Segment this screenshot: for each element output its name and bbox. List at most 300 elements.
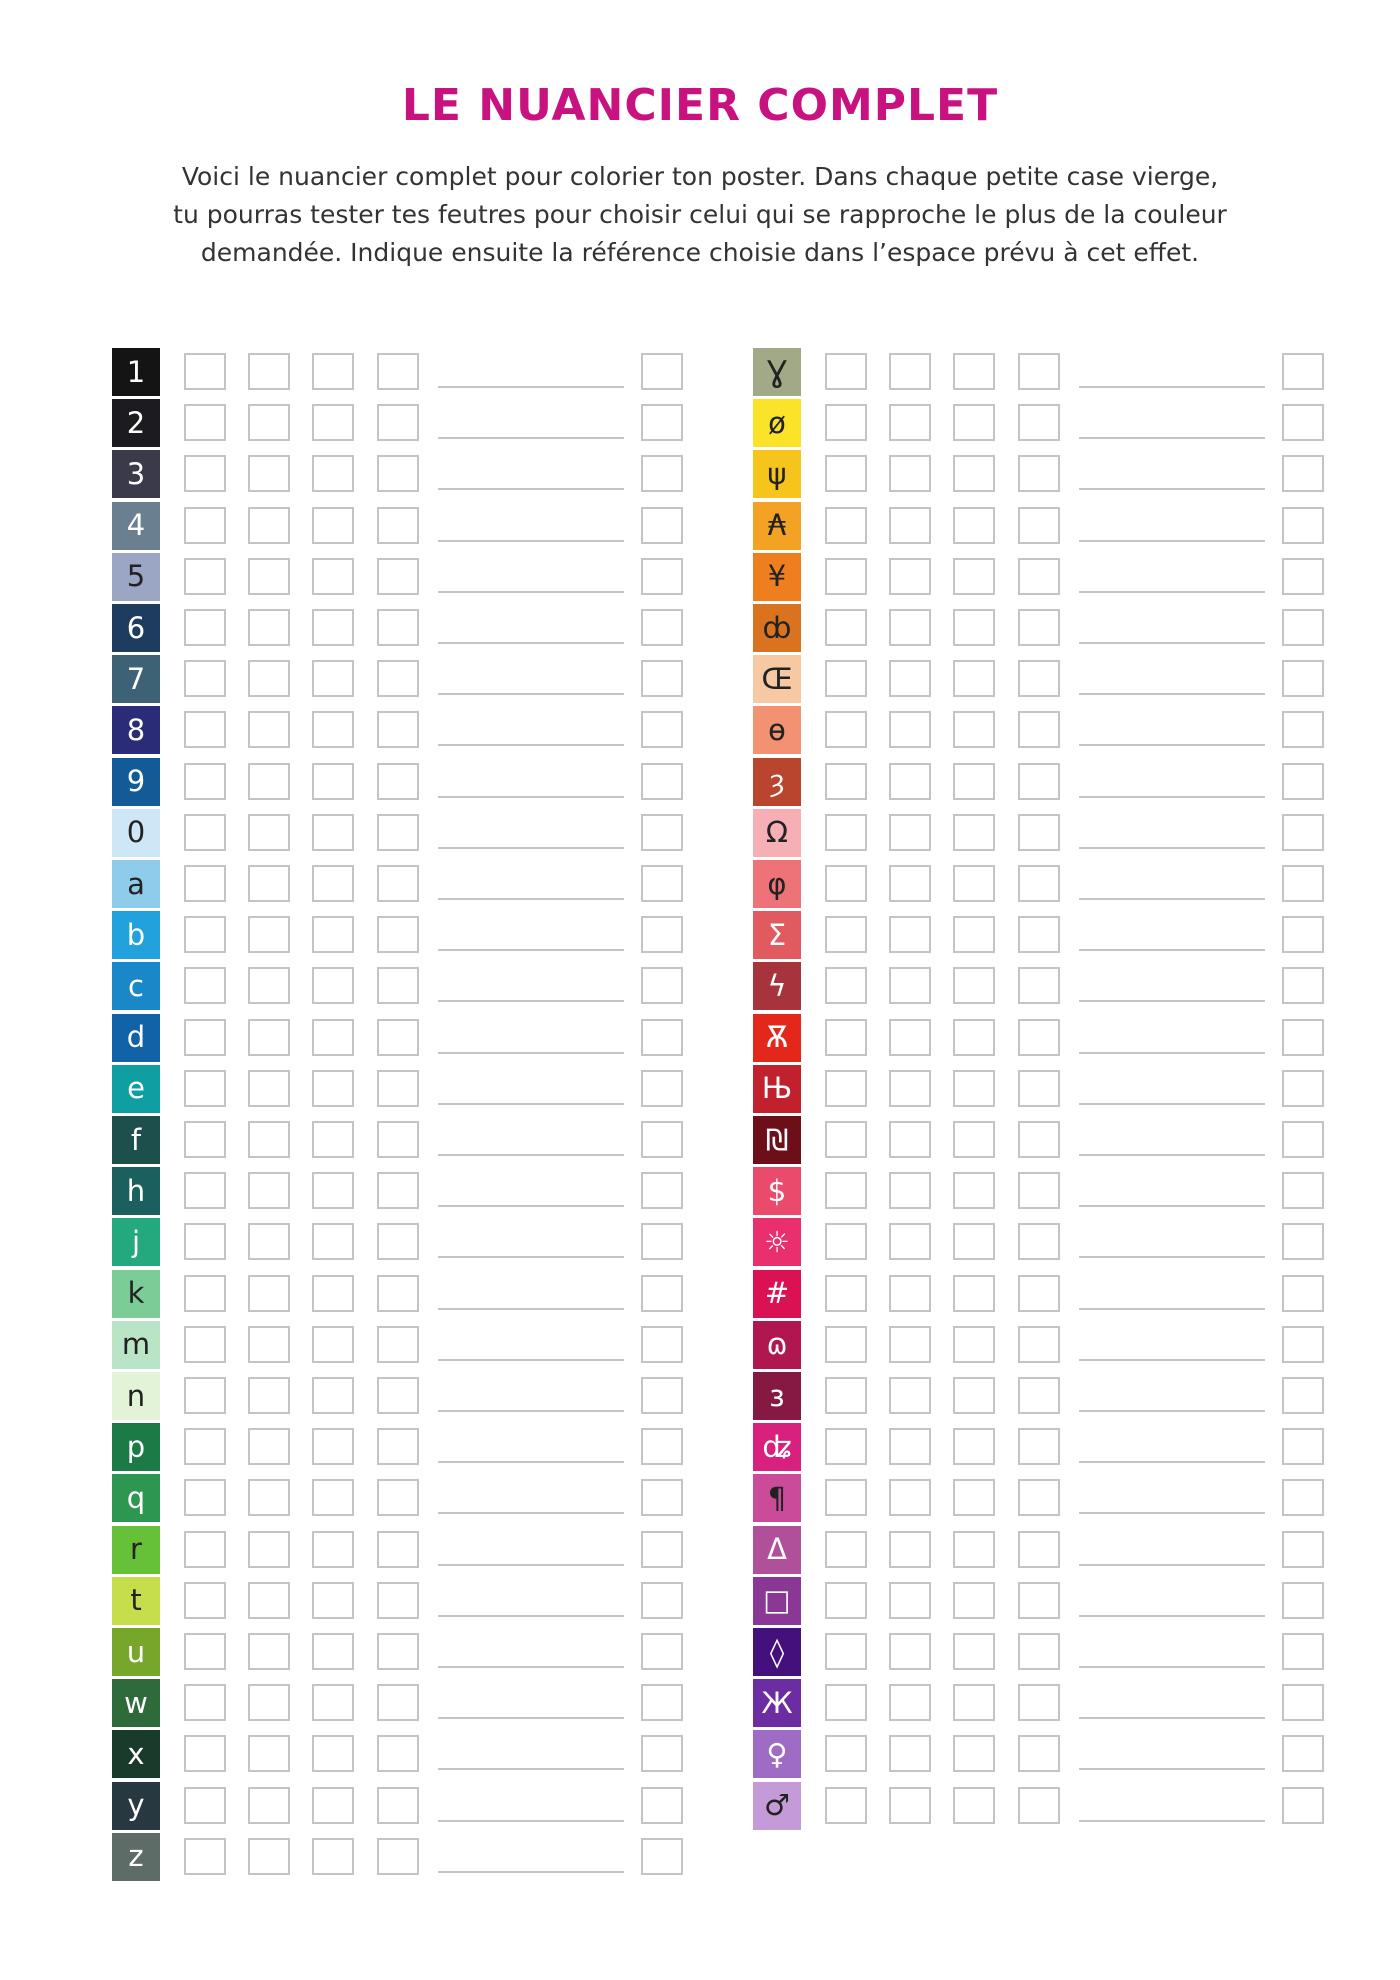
test-box[interactable] xyxy=(184,1428,226,1465)
test-box[interactable] xyxy=(889,404,931,441)
test-box[interactable] xyxy=(377,1019,419,1056)
test-box[interactable] xyxy=(184,1070,226,1107)
selected-box[interactable] xyxy=(641,763,683,800)
test-box[interactable] xyxy=(312,1531,354,1568)
reference-line[interactable] xyxy=(1079,1615,1265,1617)
test-box[interactable] xyxy=(312,916,354,953)
test-box[interactable] xyxy=(825,1326,867,1363)
selected-box[interactable] xyxy=(641,1070,683,1107)
test-box[interactable] xyxy=(1018,1479,1060,1516)
test-box[interactable] xyxy=(248,1787,290,1824)
test-box[interactable] xyxy=(184,711,226,748)
reference-line[interactable] xyxy=(1079,437,1265,439)
test-box[interactable] xyxy=(377,1326,419,1363)
test-box[interactable] xyxy=(953,1479,995,1516)
selected-box[interactable] xyxy=(641,1787,683,1824)
test-box[interactable] xyxy=(1018,1326,1060,1363)
selected-box[interactable] xyxy=(641,455,683,492)
test-box[interactable] xyxy=(248,814,290,851)
test-box[interactable] xyxy=(825,353,867,390)
selected-box[interactable] xyxy=(1282,1326,1324,1363)
test-box[interactable] xyxy=(377,1735,419,1772)
test-box[interactable] xyxy=(1018,1377,1060,1414)
reference-line[interactable] xyxy=(1079,1564,1265,1566)
reference-line[interactable] xyxy=(438,488,624,490)
selected-box[interactable] xyxy=(1282,1735,1324,1772)
reference-line[interactable] xyxy=(1079,1205,1265,1207)
test-box[interactable] xyxy=(248,1223,290,1260)
selected-box[interactable] xyxy=(1282,763,1324,800)
test-box[interactable] xyxy=(377,507,419,544)
test-box[interactable] xyxy=(1018,1787,1060,1824)
reference-line[interactable] xyxy=(438,437,624,439)
test-box[interactable] xyxy=(825,1582,867,1619)
test-box[interactable] xyxy=(184,660,226,697)
test-box[interactable] xyxy=(953,660,995,697)
reference-line[interactable] xyxy=(1079,1717,1265,1719)
reference-line[interactable] xyxy=(438,1052,624,1054)
selected-box[interactable] xyxy=(1282,507,1324,544)
test-box[interactable] xyxy=(953,353,995,390)
test-box[interactable] xyxy=(184,1787,226,1824)
test-box[interactable] xyxy=(889,1428,931,1465)
test-box[interactable] xyxy=(377,558,419,595)
test-box[interactable] xyxy=(377,1633,419,1670)
test-box[interactable] xyxy=(889,1684,931,1721)
selected-box[interactable] xyxy=(641,1275,683,1312)
test-box[interactable] xyxy=(825,865,867,902)
test-box[interactable] xyxy=(953,1172,995,1209)
test-box[interactable] xyxy=(889,763,931,800)
test-box[interactable] xyxy=(953,1582,995,1619)
selected-box[interactable] xyxy=(641,1428,683,1465)
test-box[interactable] xyxy=(889,455,931,492)
test-box[interactable] xyxy=(889,1582,931,1619)
test-box[interactable] xyxy=(248,967,290,1004)
selected-box[interactable] xyxy=(641,558,683,595)
test-box[interactable] xyxy=(312,353,354,390)
test-box[interactable] xyxy=(889,660,931,697)
test-box[interactable] xyxy=(377,1275,419,1312)
reference-line[interactable] xyxy=(438,693,624,695)
test-box[interactable] xyxy=(1018,455,1060,492)
test-box[interactable] xyxy=(825,1223,867,1260)
test-box[interactable] xyxy=(377,1121,419,1158)
test-box[interactable] xyxy=(1018,1275,1060,1312)
test-box[interactable] xyxy=(248,711,290,748)
selected-box[interactable] xyxy=(641,1479,683,1516)
reference-line[interactable] xyxy=(1079,1461,1265,1463)
test-box[interactable] xyxy=(825,404,867,441)
test-box[interactable] xyxy=(953,814,995,851)
selected-box[interactable] xyxy=(1282,660,1324,697)
reference-line[interactable] xyxy=(438,847,624,849)
reference-line[interactable] xyxy=(1079,796,1265,798)
selected-box[interactable] xyxy=(1282,609,1324,646)
selected-box[interactable] xyxy=(1282,967,1324,1004)
test-box[interactable] xyxy=(825,1070,867,1107)
test-box[interactable] xyxy=(312,507,354,544)
test-box[interactable] xyxy=(1018,967,1060,1004)
test-box[interactable] xyxy=(377,916,419,953)
test-box[interactable] xyxy=(312,763,354,800)
test-box[interactable] xyxy=(1018,1172,1060,1209)
test-box[interactable] xyxy=(825,1172,867,1209)
selected-box[interactable] xyxy=(641,1172,683,1209)
test-box[interactable] xyxy=(312,1633,354,1670)
test-box[interactable] xyxy=(889,1070,931,1107)
test-box[interactable] xyxy=(1018,1019,1060,1056)
test-box[interactable] xyxy=(1018,1735,1060,1772)
test-box[interactable] xyxy=(1018,558,1060,595)
test-box[interactable] xyxy=(889,967,931,1004)
test-box[interactable] xyxy=(953,763,995,800)
selected-box[interactable] xyxy=(641,916,683,953)
test-box[interactable] xyxy=(953,916,995,953)
reference-line[interactable] xyxy=(1079,386,1265,388)
test-box[interactable] xyxy=(248,1070,290,1107)
test-box[interactable] xyxy=(825,507,867,544)
reference-line[interactable] xyxy=(1079,1666,1265,1668)
test-box[interactable] xyxy=(825,763,867,800)
test-box[interactable] xyxy=(1018,1121,1060,1158)
selected-box[interactable] xyxy=(1282,1684,1324,1721)
test-box[interactable] xyxy=(377,404,419,441)
test-box[interactable] xyxy=(312,1684,354,1721)
test-box[interactable] xyxy=(1018,763,1060,800)
test-box[interactable] xyxy=(184,353,226,390)
test-box[interactable] xyxy=(1018,865,1060,902)
test-box[interactable] xyxy=(377,763,419,800)
selected-box[interactable] xyxy=(641,814,683,851)
test-box[interactable] xyxy=(184,1172,226,1209)
test-box[interactable] xyxy=(889,1633,931,1670)
test-box[interactable] xyxy=(953,1121,995,1158)
test-box[interactable] xyxy=(312,1275,354,1312)
test-box[interactable] xyxy=(377,609,419,646)
test-box[interactable] xyxy=(825,455,867,492)
selected-box[interactable] xyxy=(1282,865,1324,902)
test-box[interactable] xyxy=(825,1684,867,1721)
test-box[interactable] xyxy=(184,1582,226,1619)
reference-line[interactable] xyxy=(438,744,624,746)
reference-line[interactable] xyxy=(438,642,624,644)
test-box[interactable] xyxy=(184,1838,226,1875)
reference-line[interactable] xyxy=(1079,1154,1265,1156)
test-box[interactable] xyxy=(312,1479,354,1516)
test-box[interactable] xyxy=(248,353,290,390)
reference-line[interactable] xyxy=(1079,898,1265,900)
test-box[interactable] xyxy=(889,1223,931,1260)
selected-box[interactable] xyxy=(641,404,683,441)
test-box[interactable] xyxy=(1018,1531,1060,1568)
test-box[interactable] xyxy=(377,1479,419,1516)
reference-line[interactable] xyxy=(438,949,624,951)
test-box[interactable] xyxy=(953,1684,995,1721)
test-box[interactable] xyxy=(248,1275,290,1312)
test-box[interactable] xyxy=(184,763,226,800)
test-box[interactable] xyxy=(889,1787,931,1824)
test-box[interactable] xyxy=(312,1787,354,1824)
test-box[interactable] xyxy=(825,1479,867,1516)
test-box[interactable] xyxy=(1018,1428,1060,1465)
reference-line[interactable] xyxy=(1079,1308,1265,1310)
reference-line[interactable] xyxy=(1079,949,1265,951)
test-box[interactable] xyxy=(184,1275,226,1312)
test-box[interactable] xyxy=(825,1275,867,1312)
test-box[interactable] xyxy=(825,1735,867,1772)
test-box[interactable] xyxy=(377,1070,419,1107)
test-box[interactable] xyxy=(377,814,419,851)
selected-box[interactable] xyxy=(641,1019,683,1056)
test-box[interactable] xyxy=(312,814,354,851)
test-box[interactable] xyxy=(889,865,931,902)
reference-line[interactable] xyxy=(1079,1052,1265,1054)
test-box[interactable] xyxy=(825,916,867,953)
test-box[interactable] xyxy=(312,967,354,1004)
test-box[interactable] xyxy=(248,763,290,800)
test-box[interactable] xyxy=(953,1787,995,1824)
test-box[interactable] xyxy=(825,609,867,646)
test-box[interactable] xyxy=(248,455,290,492)
reference-line[interactable] xyxy=(438,1103,624,1105)
test-box[interactable] xyxy=(953,1633,995,1670)
test-box[interactable] xyxy=(889,1326,931,1363)
test-box[interactable] xyxy=(312,1735,354,1772)
selected-box[interactable] xyxy=(1282,1121,1324,1158)
test-box[interactable] xyxy=(953,1735,995,1772)
selected-box[interactable] xyxy=(1282,1070,1324,1107)
test-box[interactable] xyxy=(1018,1223,1060,1260)
test-box[interactable] xyxy=(953,1326,995,1363)
test-box[interactable] xyxy=(312,1377,354,1414)
test-box[interactable] xyxy=(953,1275,995,1312)
test-box[interactable] xyxy=(184,1633,226,1670)
test-box[interactable] xyxy=(889,711,931,748)
test-box[interactable] xyxy=(889,1479,931,1516)
test-box[interactable] xyxy=(377,711,419,748)
test-box[interactable] xyxy=(377,660,419,697)
test-box[interactable] xyxy=(312,1838,354,1875)
test-box[interactable] xyxy=(1018,711,1060,748)
reference-line[interactable] xyxy=(438,898,624,900)
reference-line[interactable] xyxy=(438,1717,624,1719)
test-box[interactable] xyxy=(184,1479,226,1516)
test-box[interactable] xyxy=(953,967,995,1004)
test-box[interactable] xyxy=(953,1223,995,1260)
test-box[interactable] xyxy=(184,455,226,492)
test-box[interactable] xyxy=(889,353,931,390)
selected-box[interactable] xyxy=(1282,1223,1324,1260)
selected-box[interactable] xyxy=(641,1735,683,1772)
selected-box[interactable] xyxy=(641,1377,683,1414)
test-box[interactable] xyxy=(1018,916,1060,953)
test-box[interactable] xyxy=(825,1428,867,1465)
selected-box[interactable] xyxy=(1282,1172,1324,1209)
test-box[interactable] xyxy=(248,507,290,544)
test-box[interactable] xyxy=(184,404,226,441)
test-box[interactable] xyxy=(1018,404,1060,441)
test-box[interactable] xyxy=(248,1121,290,1158)
test-box[interactable] xyxy=(377,1787,419,1824)
selected-box[interactable] xyxy=(641,1531,683,1568)
test-box[interactable] xyxy=(953,711,995,748)
reference-line[interactable] xyxy=(438,1154,624,1156)
selected-box[interactable] xyxy=(641,1633,683,1670)
test-box[interactable] xyxy=(953,1531,995,1568)
reference-line[interactable] xyxy=(438,1205,624,1207)
test-box[interactable] xyxy=(1018,507,1060,544)
selected-box[interactable] xyxy=(1282,1531,1324,1568)
selected-box[interactable] xyxy=(1282,1275,1324,1312)
test-box[interactable] xyxy=(184,507,226,544)
test-box[interactable] xyxy=(953,1428,995,1465)
test-box[interactable] xyxy=(184,1531,226,1568)
selected-box[interactable] xyxy=(1282,1633,1324,1670)
reference-line[interactable] xyxy=(438,1564,624,1566)
test-box[interactable] xyxy=(953,455,995,492)
test-box[interactable] xyxy=(377,1223,419,1260)
reference-line[interactable] xyxy=(438,796,624,798)
test-box[interactable] xyxy=(825,1019,867,1056)
selected-box[interactable] xyxy=(641,865,683,902)
test-box[interactable] xyxy=(1018,353,1060,390)
test-box[interactable] xyxy=(1018,1582,1060,1619)
reference-line[interactable] xyxy=(1079,1820,1265,1822)
test-box[interactable] xyxy=(1018,1633,1060,1670)
test-box[interactable] xyxy=(825,1121,867,1158)
test-box[interactable] xyxy=(889,1172,931,1209)
test-box[interactable] xyxy=(248,1326,290,1363)
test-box[interactable] xyxy=(1018,814,1060,851)
reference-line[interactable] xyxy=(1079,1410,1265,1412)
selected-box[interactable] xyxy=(1282,1428,1324,1465)
test-box[interactable] xyxy=(953,1070,995,1107)
test-box[interactable] xyxy=(825,1377,867,1414)
reference-line[interactable] xyxy=(438,1666,624,1668)
test-box[interactable] xyxy=(377,1582,419,1619)
test-box[interactable] xyxy=(312,1172,354,1209)
test-box[interactable] xyxy=(184,558,226,595)
test-box[interactable] xyxy=(248,1531,290,1568)
reference-line[interactable] xyxy=(438,386,624,388)
test-box[interactable] xyxy=(953,507,995,544)
test-box[interactable] xyxy=(1018,1684,1060,1721)
test-box[interactable] xyxy=(184,1684,226,1721)
test-box[interactable] xyxy=(312,455,354,492)
reference-line[interactable] xyxy=(438,591,624,593)
selected-box[interactable] xyxy=(641,507,683,544)
test-box[interactable] xyxy=(248,660,290,697)
test-box[interactable] xyxy=(248,1428,290,1465)
test-box[interactable] xyxy=(184,1121,226,1158)
test-box[interactable] xyxy=(184,1019,226,1056)
reference-line[interactable] xyxy=(1079,693,1265,695)
selected-box[interactable] xyxy=(641,711,683,748)
reference-line[interactable] xyxy=(1079,540,1265,542)
test-box[interactable] xyxy=(248,1838,290,1875)
test-box[interactable] xyxy=(184,814,226,851)
reference-line[interactable] xyxy=(438,1256,624,1258)
test-box[interactable] xyxy=(953,1019,995,1056)
test-box[interactable] xyxy=(953,404,995,441)
test-box[interactable] xyxy=(825,1787,867,1824)
selected-box[interactable] xyxy=(641,1684,683,1721)
test-box[interactable] xyxy=(312,404,354,441)
test-box[interactable] xyxy=(889,558,931,595)
selected-box[interactable] xyxy=(1282,455,1324,492)
selected-box[interactable] xyxy=(641,353,683,390)
test-box[interactable] xyxy=(377,1838,419,1875)
selected-box[interactable] xyxy=(1282,711,1324,748)
test-box[interactable] xyxy=(312,1326,354,1363)
test-box[interactable] xyxy=(953,609,995,646)
selected-box[interactable] xyxy=(1282,1582,1324,1619)
test-box[interactable] xyxy=(377,1684,419,1721)
test-box[interactable] xyxy=(312,558,354,595)
reference-line[interactable] xyxy=(438,1871,624,1873)
test-box[interactable] xyxy=(825,558,867,595)
selected-box[interactable] xyxy=(641,1326,683,1363)
test-box[interactable] xyxy=(312,865,354,902)
selected-box[interactable] xyxy=(641,660,683,697)
test-box[interactable] xyxy=(889,916,931,953)
selected-box[interactable] xyxy=(1282,353,1324,390)
test-box[interactable] xyxy=(377,1531,419,1568)
test-box[interactable] xyxy=(1018,1070,1060,1107)
test-box[interactable] xyxy=(377,353,419,390)
reference-line[interactable] xyxy=(1079,744,1265,746)
selected-box[interactable] xyxy=(641,1582,683,1619)
test-box[interactable] xyxy=(312,1223,354,1260)
test-box[interactable] xyxy=(248,1377,290,1414)
reference-line[interactable] xyxy=(438,1615,624,1617)
test-box[interactable] xyxy=(312,1070,354,1107)
reference-line[interactable] xyxy=(1079,1512,1265,1514)
test-box[interactable] xyxy=(889,1377,931,1414)
selected-box[interactable] xyxy=(1282,1787,1324,1824)
selected-box[interactable] xyxy=(641,1121,683,1158)
reference-line[interactable] xyxy=(438,1000,624,1002)
reference-line[interactable] xyxy=(1079,1256,1265,1258)
test-box[interactable] xyxy=(889,814,931,851)
reference-line[interactable] xyxy=(1079,1359,1265,1361)
selected-box[interactable] xyxy=(641,1223,683,1260)
reference-line[interactable] xyxy=(438,1308,624,1310)
test-box[interactable] xyxy=(184,1326,226,1363)
test-box[interactable] xyxy=(248,1582,290,1619)
test-box[interactable] xyxy=(377,1172,419,1209)
test-box[interactable] xyxy=(825,660,867,697)
test-box[interactable] xyxy=(248,609,290,646)
test-box[interactable] xyxy=(248,865,290,902)
test-box[interactable] xyxy=(889,1019,931,1056)
test-box[interactable] xyxy=(825,967,867,1004)
test-box[interactable] xyxy=(248,1172,290,1209)
reference-line[interactable] xyxy=(438,1768,624,1770)
selected-box[interactable] xyxy=(1282,1377,1324,1414)
reference-line[interactable] xyxy=(438,540,624,542)
selected-box[interactable] xyxy=(1282,558,1324,595)
reference-line[interactable] xyxy=(1079,1103,1265,1105)
test-box[interactable] xyxy=(248,1735,290,1772)
test-box[interactable] xyxy=(1018,660,1060,697)
test-box[interactable] xyxy=(312,1121,354,1158)
test-box[interactable] xyxy=(825,814,867,851)
test-box[interactable] xyxy=(377,1428,419,1465)
test-box[interactable] xyxy=(889,1121,931,1158)
test-box[interactable] xyxy=(184,865,226,902)
